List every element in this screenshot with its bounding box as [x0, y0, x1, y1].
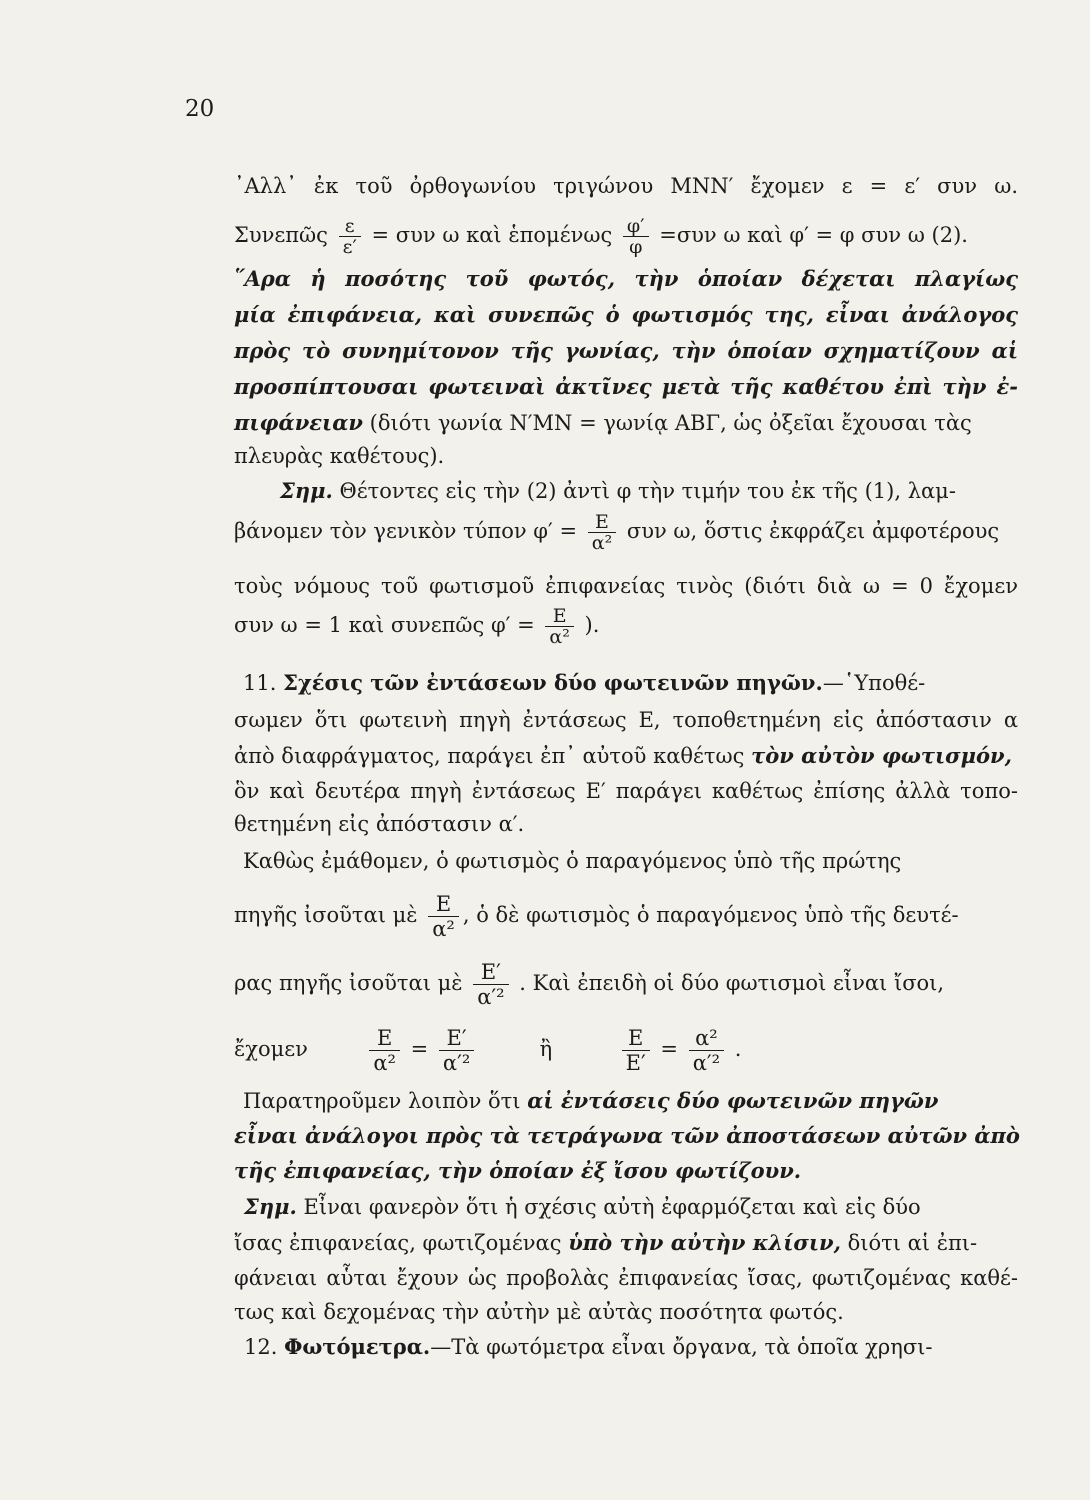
section-heading-11 [243, 669, 1018, 697]
text-span: ἴσας ἐπιφανείας, φωτιζομένας [234, 1231, 562, 1255]
text-line [280, 477, 1018, 505]
text-line [234, 1229, 1018, 1257]
text-span: ρας πηγῆς ἰσοῦται μὲ [234, 971, 463, 995]
text-span: πιφάνειαν [234, 410, 363, 435]
fraction [369, 1026, 400, 1075]
text-line: τοὺς νόμους τοῦ φωτισμοῦ ἐπιφανείας τινὸς (διότι διὰ ω = 0 ἔχομεν [234, 574, 1018, 598]
fraction-denominator: α² [591, 532, 613, 554]
text-span: =συν ω καὶ φ′ = φ συν ω (2). [659, 223, 968, 247]
text-line: προσπίπτουσαι φωτειναὶ ἀκτῖνες μετὰ τῆς καθέτου ἐπὶ τὴν ἐ- [234, 374, 1018, 399]
fraction-numerator: Ε′ [439, 1026, 474, 1051]
text-span: ). [584, 613, 600, 637]
equals-sign: = [660, 1037, 679, 1061]
fraction-denominator: α′² [442, 1051, 471, 1075]
text-span: ἔχομεν [234, 1037, 308, 1061]
fraction-denominator: φ [629, 236, 643, 258]
text-span: συν ω, ὅστις ἐκφράζει ἀμφοτέρους [626, 519, 1000, 543]
fraction-numerator: Ε [622, 1026, 650, 1051]
fraction-numerator: ε [339, 216, 361, 237]
text-span: βάνομεν τὸν γενικὸν τύπον φ′ = [234, 519, 578, 543]
text-line: ᾿Αλλ᾿ ἐκ τοῦ ὀρθογωνίου τριγώνου ΜΝΝ′ ἔχομεν ε = ε′ συν ω. [234, 174, 1018, 198]
fraction [588, 512, 616, 553]
text-span: Σημ. [280, 478, 333, 503]
fraction [545, 606, 573, 647]
text-span: τὸν αὐτὸν φωτισμόν, [751, 743, 1012, 768]
text-line: μία ἐπιφάνεια, καὶ συνεπῶς ὁ φωτισμός της, εἶναι ἀνάλογος [234, 302, 1018, 327]
text-line-formula [234, 216, 1018, 257]
text-span: Συνεπῶς [234, 223, 328, 247]
text-line-formula [234, 512, 1018, 553]
text-line: σωμεν ὅτι φωτεινὴ πηγὴ ἐντάσεως Ε, τοποθετημένη εἰς ἀπόστασιν α [234, 708, 1018, 732]
fraction-numerator: α² [689, 1026, 724, 1051]
fraction-denominator: α² [549, 626, 570, 648]
fraction-denominator: ε′ [342, 236, 357, 258]
fraction-denominator: α² [373, 1051, 396, 1075]
fraction [473, 960, 508, 1009]
text-line [244, 1193, 1018, 1221]
fraction-denominator: α² [432, 917, 455, 941]
text-span: ἢ [539, 1037, 553, 1061]
text-span: . Καὶ ἐπειδὴ οἱ δύο φωτισμοὶ εἶναι ἴσοι, [519, 971, 945, 995]
text-span: —Τὰ φωτόμετρα εἶναι ὄργανα, τὰ ὁποῖα χρησι- [430, 1335, 933, 1359]
text-span: Θέτοντες εἰς τὴν (2) ἀντὶ φ τὴν τιμήν του ἐκ τῆς (1), λαμ- [339, 479, 956, 503]
text-line: τῆς ἐπιφανείας, τὴν ὁποίαν ἐξ ἴσου φωτίζουν. [234, 1158, 802, 1183]
text-line: τως καὶ δεχομένας τὴν αὐτὴν μὲ αὐτὰς ποσότητα φωτός. [234, 1300, 844, 1324]
fraction [622, 1026, 650, 1075]
text-span: , ὁ δὲ φωτισμὸς ὁ παραγόμενος ὑπὸ τῆς δευτέ- [462, 903, 959, 927]
fraction [689, 1026, 724, 1075]
text-line-formula [234, 892, 1018, 941]
fraction-numerator: Ε [428, 892, 459, 917]
fraction [439, 1026, 474, 1075]
text-line: Καθὼς ἐμάθομεν, ὁ φωτισμὸς ὁ παραγόμενος ὑπὸ τῆς πρώτης [243, 849, 902, 873]
text-span: αἱ ἐντάσεις δύο φωτεινῶν πηγῶν [527, 1088, 939, 1113]
text-span: διότι αἱ ἐπι- [847, 1231, 978, 1255]
fraction [623, 216, 649, 257]
equals-sign: = [410, 1037, 429, 1061]
text-span: —῾Υποθέ- [822, 671, 926, 695]
text-line [234, 742, 1018, 770]
text-line [243, 1087, 1018, 1115]
text-line-formula [234, 606, 1018, 647]
text-line [234, 409, 1018, 437]
text-line: ὃν καὶ δευτέρα πηγὴ ἐντάσεως Ε′ παράγει καθέτως ἐπίσης ἀλλὰ τοπο- [234, 779, 1018, 803]
fraction-numerator: φ′ [623, 216, 649, 237]
fraction-numerator: Ε [369, 1026, 400, 1051]
fraction-denominator: α′² [477, 985, 505, 1009]
text-line: πλευρὰς καθέτους). [234, 444, 445, 468]
text-span: ὑπὸ τὴν αὐτὴν κλίσιν, [568, 1230, 841, 1255]
text-line-formula [234, 960, 1018, 1009]
fraction [339, 216, 361, 257]
section-number: 12. [244, 1335, 278, 1359]
section-number: 11. [243, 671, 277, 695]
fraction-numerator: Ε [545, 606, 573, 627]
fraction [428, 892, 459, 941]
text-span: ἀπὸ διαφράγματος, παράγει ἐπ᾿ αὐτοῦ καθέτως [234, 744, 745, 768]
fraction-numerator: Ε′ [473, 960, 508, 985]
text-line: πρὸς τὸ συνημίτονον τῆς γωνίας, τὴν ὁποίαν σχηματίζουν αἱ [234, 338, 1018, 363]
text-line: ῞Αρα ἡ ποσότης τοῦ φωτός, τὴν ὁποίαν δέχεται πλαγίως [234, 266, 1018, 291]
section-title: Σχέσις τῶν ἐντάσεων δύο φωτεινῶν πηγῶν. [283, 670, 823, 695]
text-span: = συν ω καὶ ἑπομένως [371, 223, 613, 247]
page-number: 20 [185, 96, 215, 122]
fraction-numerator: Ε [588, 512, 616, 533]
text-span: πηγῆς ἰσοῦται μὲ [234, 903, 418, 927]
fraction-denominator: α′² [692, 1051, 721, 1075]
text-line: εἶναι ἀνάλογοι πρὸς τὰ τετράγωνα τῶν ἀποστάσεων αὐτῶν ἀπὸ [234, 1123, 1020, 1148]
section-heading-12 [244, 1333, 1018, 1361]
fraction-denominator: Ε′ [625, 1051, 646, 1075]
text-line: θετημένη εἰς ἀπόστασιν α′. [234, 812, 525, 836]
text-line: φάνειαι αὗται ἔχουν ὡς προβολὰς ἐπιφανείας ἴσας, φωτιζομένας καθέ- [234, 1266, 1018, 1290]
text-span: . [734, 1037, 742, 1061]
text-span: (διότι γωνία Ν′ΜΝ = γωνίᾳ ΑΒΓ, ὡς ὀξεῖαι ἔχουσαι τὰς [369, 411, 972, 435]
equation-line [234, 1026, 1018, 1075]
text-span: Σημ. [244, 1194, 297, 1219]
text-span: συν ω = 1 καὶ συνεπῶς φ′ = [234, 613, 535, 637]
text-span: Παρατηροῦμεν λοιπὸν ὅτι [243, 1089, 521, 1113]
section-title: Φωτόμετρα. [284, 1334, 431, 1359]
text-span: Εἶναι φανερὸν ὅτι ἡ σχέσις αὐτὴ ἐφαρμόζεται καὶ εἰς δύο [303, 1195, 921, 1219]
